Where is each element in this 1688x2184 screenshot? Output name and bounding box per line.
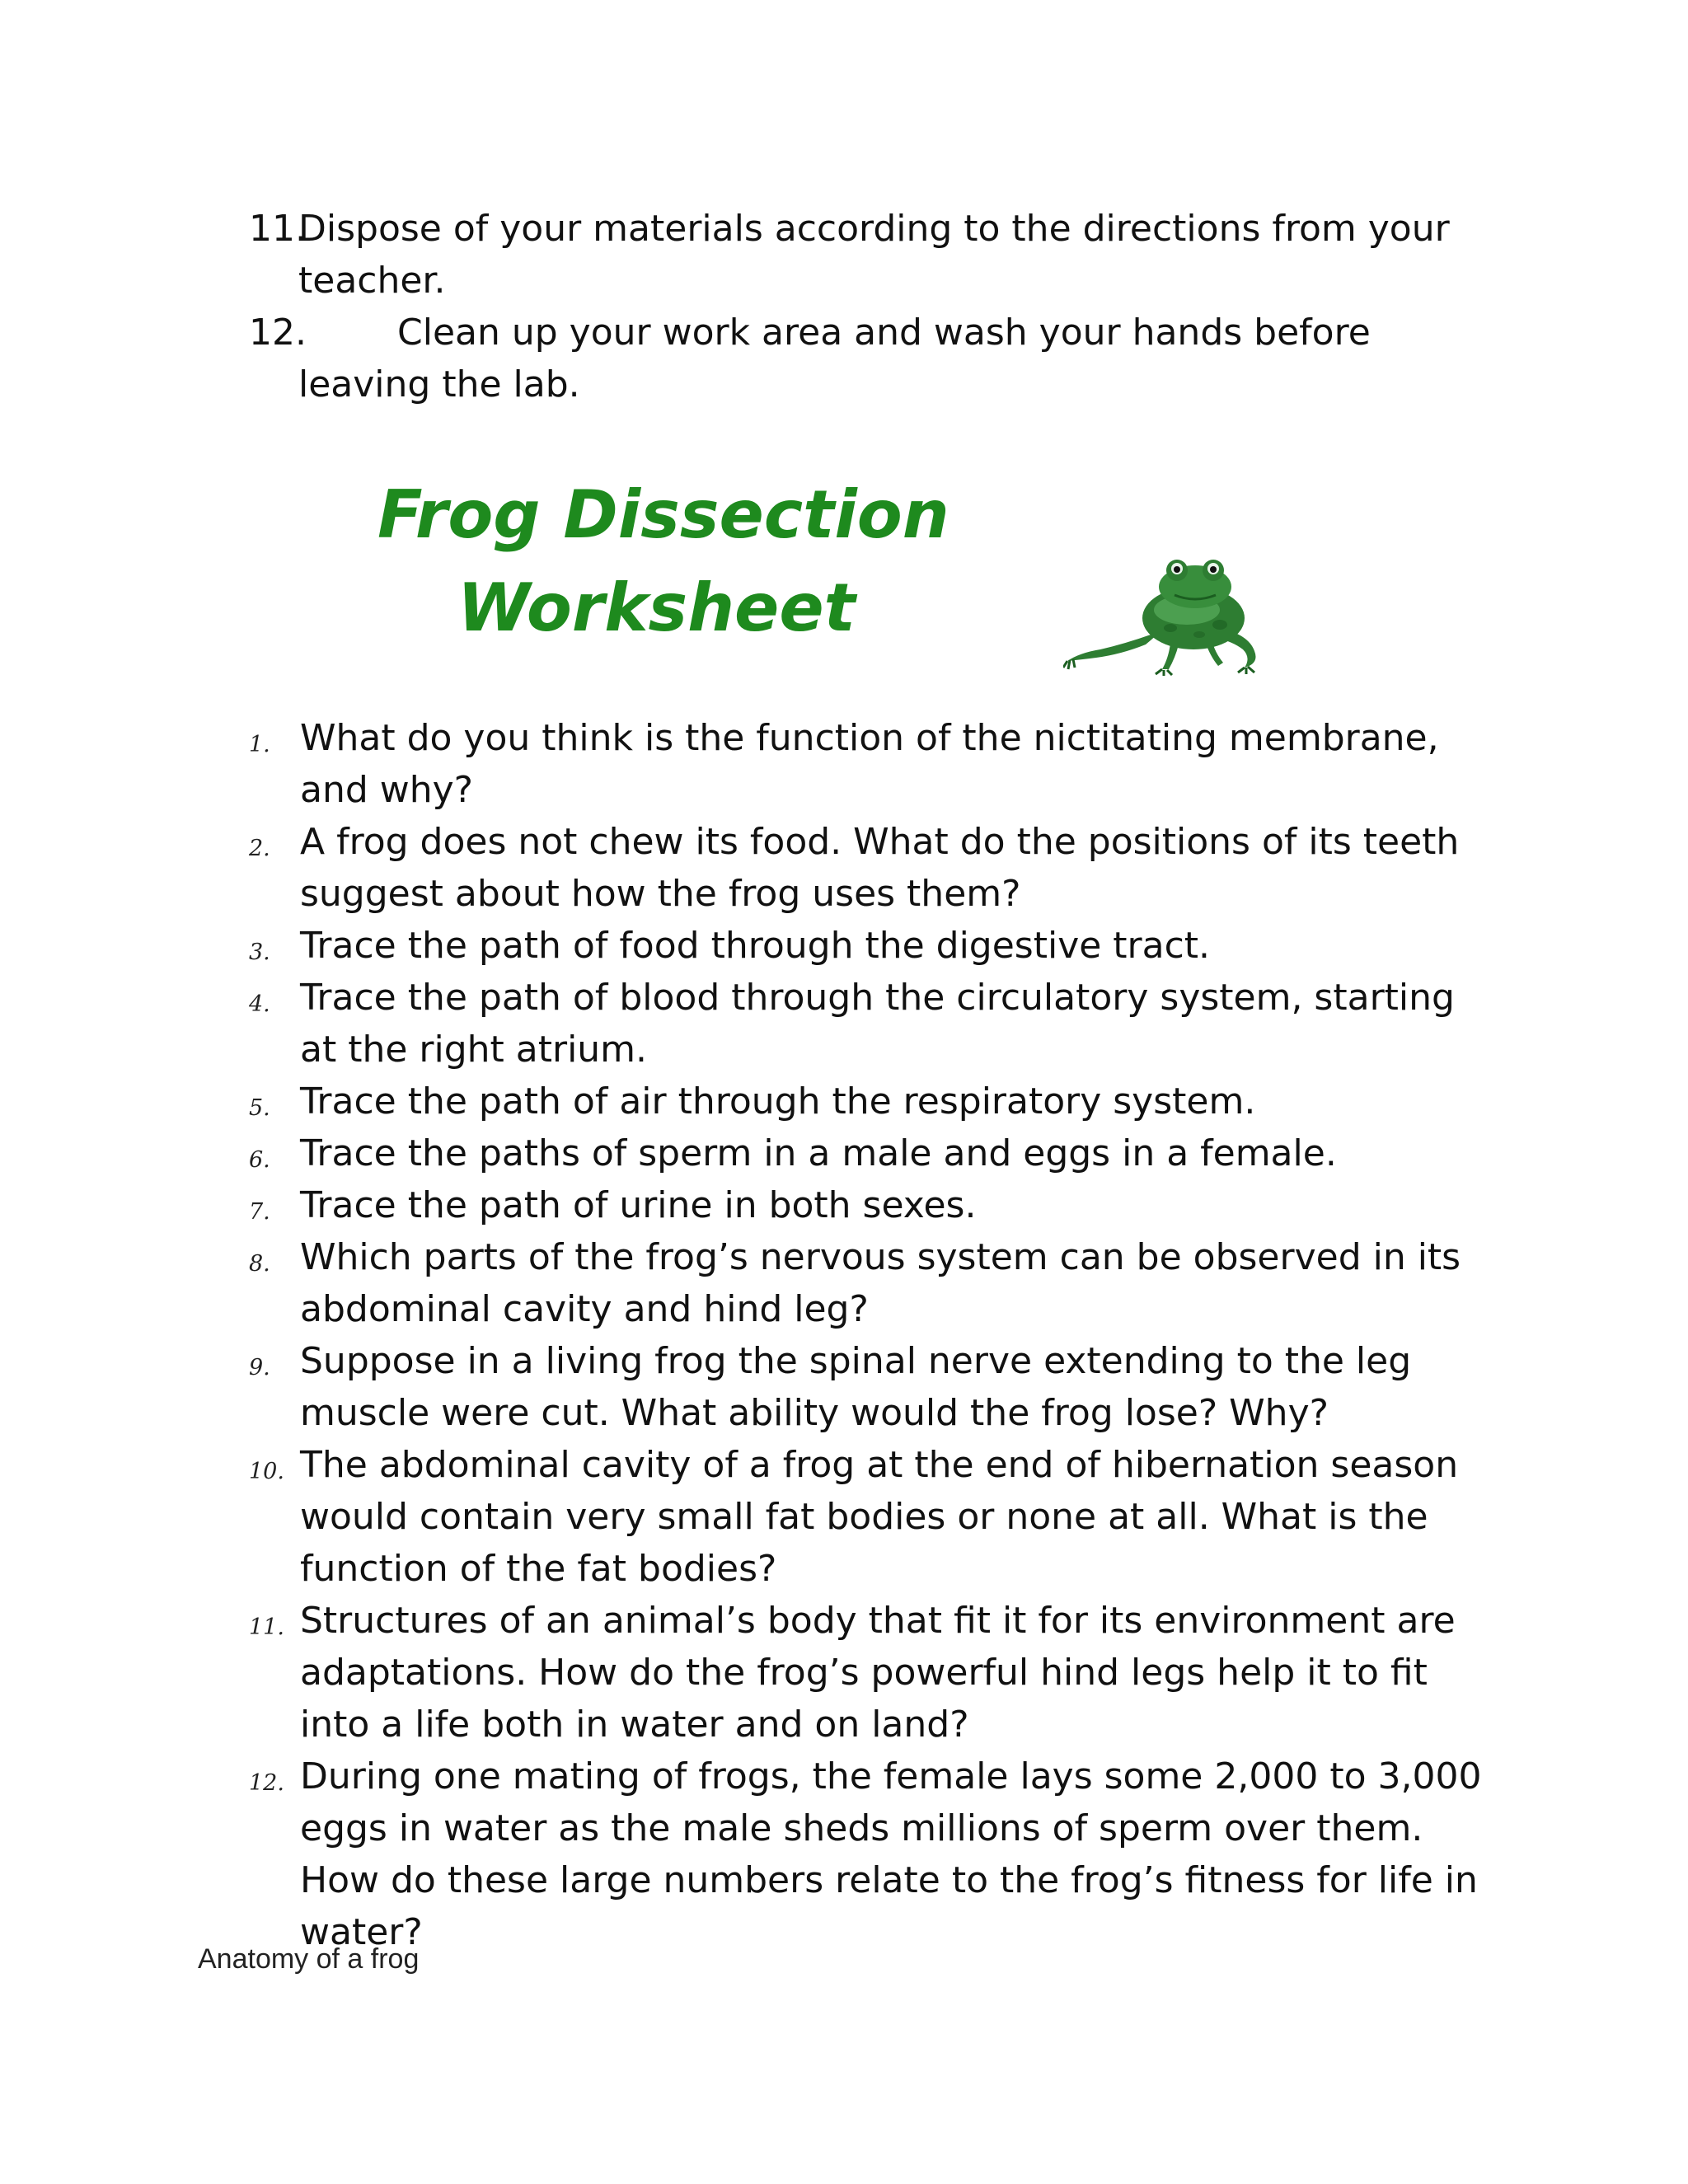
procedure-item-12 [249, 307, 1452, 410]
question-number: 9. [249, 1355, 270, 1380]
procedure-text: Clean up your work area and wash your hands before leaving the lab. [298, 312, 1371, 405]
procedure-number: 11. [249, 208, 307, 250]
question-item [249, 1179, 1485, 1231]
question-number: 3. [249, 940, 270, 965]
question-text: Structures of an animal’s body that fit it for its environment are adaptations. How do the frog’s powerful hind legs help it to fit into a life both in water and on land? [300, 1600, 1456, 1746]
procedure-text: Dispose of your materials according to the directions from your teacher. [298, 208, 1450, 302]
worksheet-questions [249, 712, 1485, 1958]
question-item [249, 1231, 1485, 1335]
worksheet-title-line2: Worksheet [457, 569, 856, 646]
question-item [249, 1750, 1485, 1958]
question-item [249, 1127, 1485, 1179]
question-number: 10. [249, 1459, 284, 1484]
question-number: 11. [249, 1615, 284, 1640]
question-number: 5. [249, 1095, 270, 1121]
question-number: 2. [249, 836, 270, 861]
question-number: 12. [249, 1770, 284, 1796]
question-text: Which parts of the frog’s nervous system can be observed in its abdominal cavity and hind leg? [300, 1236, 1461, 1330]
question-item [249, 1076, 1485, 1127]
question-text: The abdominal cavity of a frog at the end of hibernation season would contain very small fat bodies or none at all. What is the function of the fat bodies? [300, 1444, 1459, 1590]
question-text: Trace the path of blood through the circulatory system, starting at the right atrium. [300, 977, 1455, 1071]
question-number: 8. [249, 1251, 270, 1277]
question-text: Trace the paths of sperm in a male and eggs in a female. [300, 1132, 1337, 1174]
question-item [249, 816, 1485, 920]
question-text: Trace the path of air through the respiratory system. [300, 1080, 1256, 1122]
page-footer: Anatomy of a frog [198, 1943, 420, 1975]
question-text: What do you think is the function of the nictitating membrane, and why? [300, 717, 1439, 811]
question-item [249, 1439, 1485, 1595]
question-text: During one mating of frogs, the female lays some 2,000 to 3,000 eggs in water as the male sheds millions of sperm over them. How do these large numbers relate to the frog’s fitness for life in water? [300, 1755, 1482, 1953]
procedure-number: 12. [249, 312, 307, 354]
worksheet-title-line1: Frog Dissection [377, 476, 950, 553]
question-item [249, 1595, 1485, 1750]
question-text: A frog does not chew its food. What do the positions of its teeth suggest about how the frog uses them? [300, 821, 1460, 915]
question-item [249, 1335, 1485, 1439]
question-text: Trace the path of food through the digestive tract. [300, 925, 1211, 967]
question-text: Trace the path of urine in both sexes. [300, 1184, 977, 1226]
question-item [249, 712, 1485, 816]
question-number: 1. [249, 732, 270, 757]
question-number: 4. [249, 991, 270, 1017]
question-text: Suppose in a living frog the spinal nerve extending to the leg muscle were cut. What ability would the frog lose? Why? [300, 1340, 1412, 1434]
procedure-item-11 [249, 203, 1452, 307]
question-item [249, 972, 1485, 1076]
question-item [249, 920, 1485, 972]
frog-illustration-icon [1063, 552, 1278, 676]
question-number: 7. [249, 1199, 270, 1225]
question-number: 6. [249, 1147, 270, 1173]
